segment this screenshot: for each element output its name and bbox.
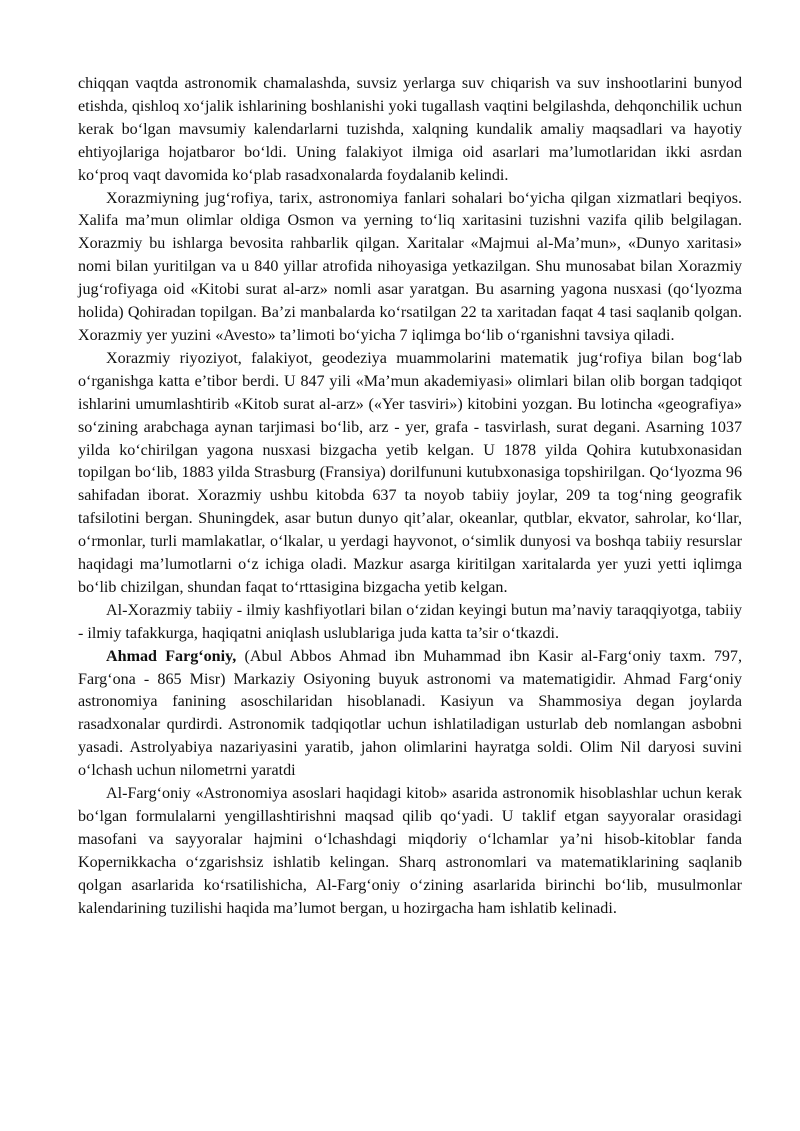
paragraph-ahmad-fargoniy-body: (Abul Abbos Ahmad ibn Muhammad ibn Kasir al-Farg‘oniy taxm. 797, Farg‘ona - 865 Misr) Markaziy Osiyoning buyuk astronomi va matematigidir. Ahmad Farg‘oniy astronomiya fanining asoschilaridan hisoblanadi. Kasiyun va Shammosiya degan joylarda rasadxonalar qurdirdi. Astronomik tadqiqotlar uchun ishlatiladigan usturlab deb nomlangan asbobni yasadi. Astrolyabiya nazariyasini yaratib, jahon olimlarini hayratga soldi. Olim Nil daryosi suvini o‘lchash uchun nilometrni yaratdi	[78, 647, 742, 780]
paragraph-xorazmiy-continuation: chiqqan vaqtda astronomik chamalashda, suvsiz yerlarga suv chiqarish va suv inshootlarini bunyod etishda, qishloq xo‘jalik ishlarining boshlanishi yoki tugallash vaqtini belgilashda, dehqonchilik uchun kerak bo‘lgan mavsumiy kalendarlarni tuzishda, xalqning kundalik amaliy maqsadlari va hayotiy ehtiyojlariga hojatbaror bo‘ldi. Uning falakiyot ilmiga oid asarlari ma’lumotlaridan ikki asrdan ko‘proq vaqt davomida ko‘plab rasadxonalarda foydalanib kelindi.	[78, 75, 742, 184]
document-page	[78, 73, 742, 921]
paragraph-xorazmiy-influence: Al-Xorazmiy tabiiy - ilmiy kashfiyotlari bilan o‘zidan keyingi butun ma’naviy taraqqiyotga, tabiiy - ilmiy tafakkurga, haqiqatni aniqlash uslublariga juda katta ta’sir o‘tkazdi.	[78, 601, 742, 642]
paragraph-xorazmiy-geography: Xorazmiyning jug‘rofiya, tarix, astronomiya fanlari sohalari bo‘yicha qilgan xizmatlari beqiyos. Xalifa ma’mun olimlar oldiga Osmon va yerning to‘liq xaritasini tuzishni vazifa qilib belgilagan. Xorazmiy bu ishlarga bevosita rahbarlik qilgan. Xaritalar «Majmui al-Ma’mun», «Dunyo xaritasi» nomi bilan yuritilgan va u 840 yillar atrofida nihoyasiga yetkazilgan. Shu munosabat bilan Xorazmiy jug‘rofiyaga oid «Kitobi surat al-arz» nomli asar yaratgan. Bu asarning yagona nusxasi (qo‘lyozma holida) Qohiradan topilgan. Ba’zi manbalarda ko‘rsatilgan 22 ta xaritadan faqat 4 tasi saqlanib qolgan. Xorazmiy yer yuzini «Avesto» ta’limoti bo‘yicha 7 iqlimga bo‘lib o‘rganishni tavsiya qiladi.	[78, 189, 742, 344]
paragraph-kitob-surat-al-arz: Xorazmiy riyoziyot, falakiyot, geodeziya muammolarini matematik jug‘rofiya bilan bog‘lab o‘rganishga katta e’tibor berdi. U 847 yili «Ma’mun akademiyasi» olimlari bilan olib borgan tadqiqot ishlarini umumlashtirib «Kitob surat al-arz» («Yer tasviri») kitobini yozgan. Bu lotincha «geografiya» so‘zining arabchaga aynan tarjimasi bo‘lib, arz - yer, grafa - tasvirlash, surat degani. Asarning 1037 yilda ko‘chirilgan yagona nusxasi bizgacha yetib kelgan. U 1878 yilda Qohira kutubxonasidan topilgan bo‘lib, 1883 yilda Strasburg (Fransiya) dorilfununi kutubxonasiga topshirilgan. Qo‘lyozma 96 sahifadan iborat. Xorazmiy ushbu kitobda 637 ta noyob tabiiy joylar, 209 ta tog‘ning geografik tafsilotini bergan. Shuningdek, asar butun dunyo qit’alar, okeanlar, qutblar, ekvator, sahrolar, ko‘llar, o‘rmonlar, turli mamlakatlar, o‘lkalar, u yerdagi hayvonot, o‘simlik dunyosi va boshqa tabiiy resurslar haqidagi ma’lumotlarni o‘z ichiga oladi. Mazkur asarga kiritilgan xaritalarda yer yuzi yetti iqlimga bo‘lib chizilgan, shundan faqat to‘rttasigina bizgacha yetib kelgan.	[78, 349, 742, 596]
heading-ahmad-fargoniy: Ahmad Farg‘oniy,	[106, 647, 237, 665]
paragraph-al-fargoniy-astronomy: Al-Farg‘oniy «Astronomiya asoslari haqidagi kitob» asarida astronomik hisoblashlar uchun kerak bo‘lgan formulalarni yengillashtirishni maqsad qilib qo‘yadi. U taklif etgan sayyoralar orasidagi masofani va sayyoralar hajmini o‘lchashdagi miqdoriy o‘lchamlar ya’ni hisob-kitoblar fanda Kopernikkacha o‘zgarishsiz ishlatib kelingan. Sharq astronomlari va matematiklarining saqlanib qolgan asarlarida ko‘rsatilishicha, Al-Farg‘oniy o‘zining asarlarida birinchi bo‘lib, musulmonlar kalendarining tuzilishi haqida ma’lumot bergan, u hozirgacha ham ishlatib kelinadi.	[78, 785, 742, 917]
paragraph-ahmad-fargoniy	[78, 646, 742, 783]
